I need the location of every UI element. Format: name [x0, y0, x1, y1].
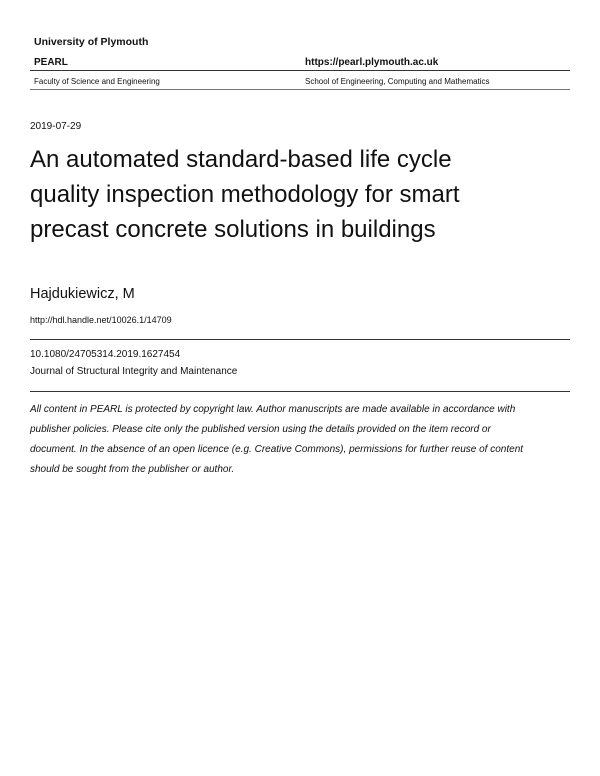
- repository-url[interactable]: https://pearl.plymouth.ac.uk: [305, 57, 439, 68]
- notice-line: should be sought from the publisher or author.: [30, 464, 235, 475]
- title-line: An automated standard-based life cycle: [30, 146, 452, 173]
- doi-text: 10.1080/24705314.2019.1627454: [30, 349, 181, 360]
- faculty-name: Faculty of Science and Engineering: [34, 77, 160, 86]
- school-name: School of Engineering, Computing and Mathematics: [305, 77, 490, 86]
- handle-link[interactable]: http://hdl.handle.net/10026.1/14709: [30, 315, 172, 325]
- publication-date: 2019-07-29: [30, 121, 82, 132]
- author-name: Hajdukiewicz, M: [30, 286, 135, 302]
- notice-line: All content in PEARL is protected by copyright law. Author manuscripts are made available in accordance with: [30, 404, 516, 415]
- header-divider-top: [30, 70, 570, 71]
- record-divider-top: [30, 339, 570, 340]
- document-title: [30, 142, 570, 247]
- institution-name: University of Plymouth: [34, 36, 149, 48]
- notice-line: document. In the absence of an open licence (e.g. Creative Commons), permissions for further reuse of content: [30, 444, 524, 455]
- notice-line: publisher policies. Please cite only the published version using the details provided on the item record or: [30, 424, 491, 435]
- repository-name: PEARL: [34, 57, 68, 68]
- title-line: quality inspection methodology for smart: [30, 181, 460, 208]
- title-line: precast concrete solutions in buildings: [30, 216, 436, 243]
- copyright-notice: [30, 400, 570, 480]
- header-divider-bottom: [30, 89, 570, 90]
- journal-name: Journal of Structural Integrity and Maintenance: [30, 366, 238, 377]
- record-divider-bottom: [30, 391, 570, 392]
